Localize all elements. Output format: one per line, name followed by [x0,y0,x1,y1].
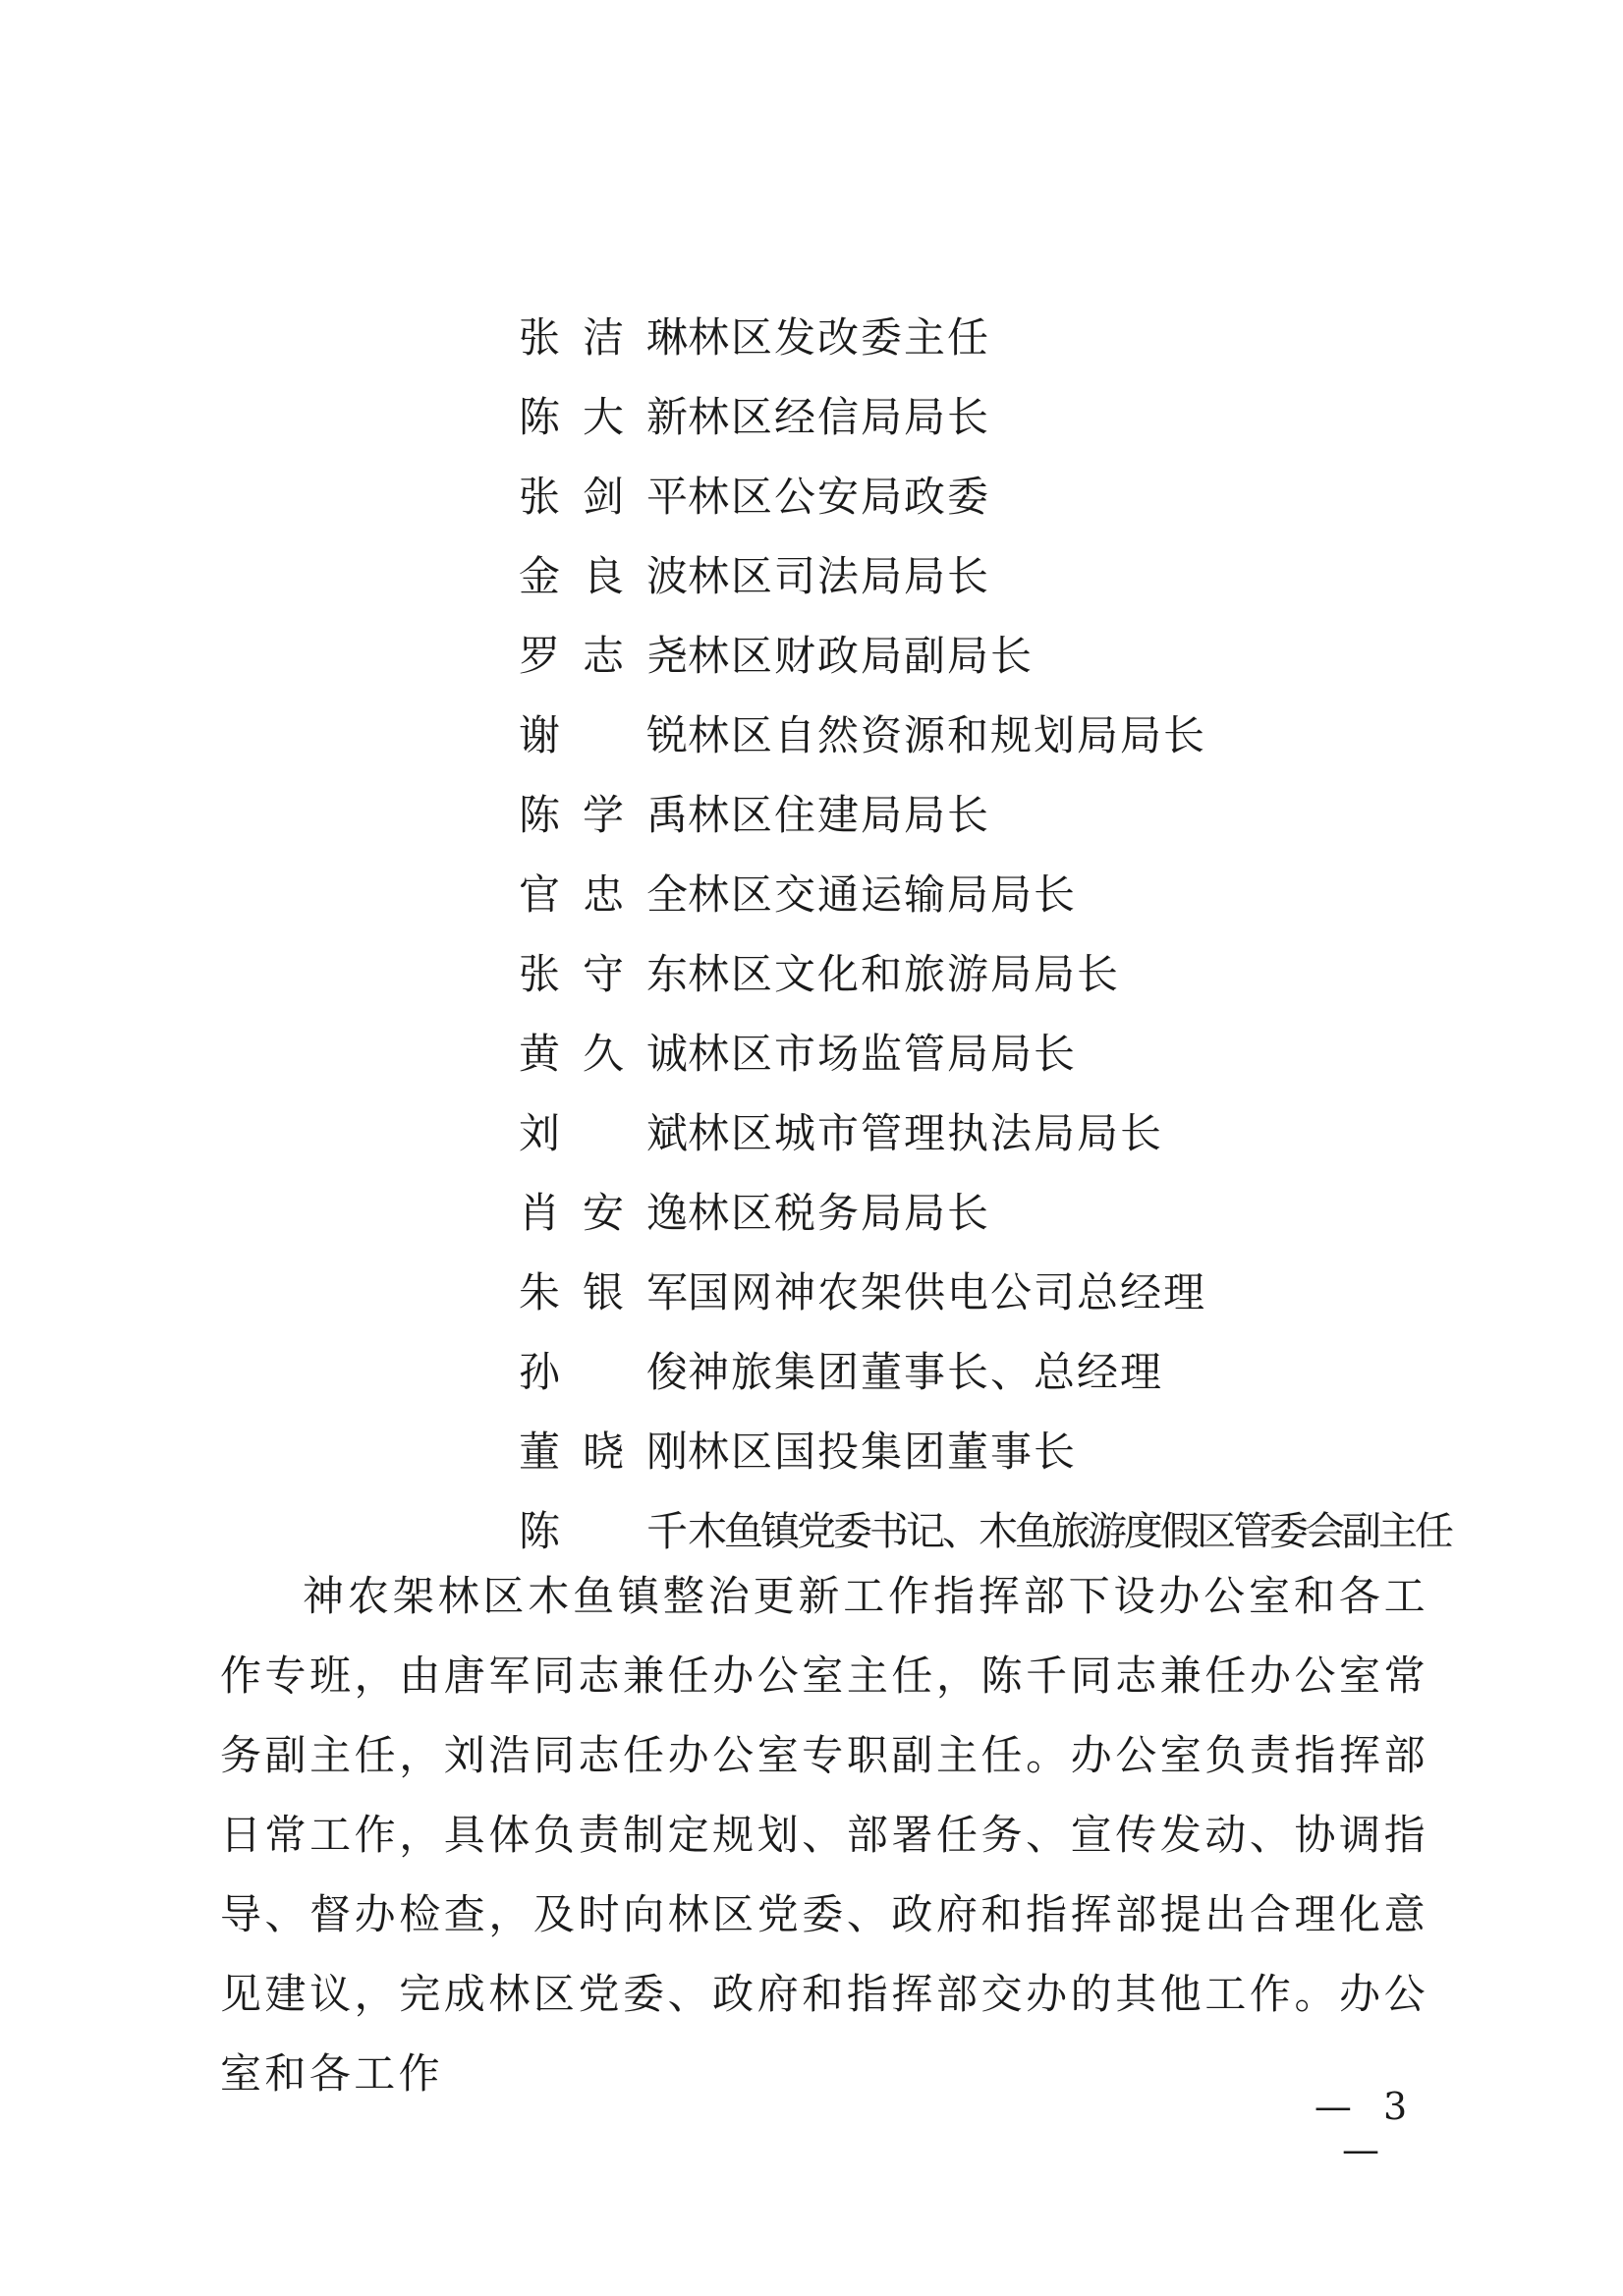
member-name: 刘 斌 [519,1108,688,1157]
member-name: 黄久诚 [519,1029,688,1078]
member-name: 孙 俊 [519,1347,688,1396]
member-row [519,454,1451,533]
member-row [519,1170,1451,1250]
member-row [519,1329,1451,1409]
member-name: 金良波 [519,551,688,600]
member-title: 林区发改委主任 [688,312,991,362]
page-number: — 3 — [1314,2085,1418,2171]
member-name: 陈学禹 [519,790,688,839]
member-title: 林区财政局副局长 [688,631,1035,680]
member-title: 林区税务局局长 [688,1188,991,1237]
member-name: 陈大新 [519,392,688,441]
member-title: 林区自然资源和规划局局长 [688,710,1207,759]
member-row [519,772,1451,852]
member-row [519,1091,1451,1170]
member-title: 林区交通运输局局长 [688,869,1078,919]
member-row [519,931,1451,1011]
member-title: 国网神农架供电公司总经理 [688,1267,1207,1316]
member-row [519,1250,1451,1329]
member-row [519,374,1451,454]
member-row [519,533,1451,613]
member-row [519,295,1451,374]
member-name: 张洁琳 [519,312,688,362]
member-row [519,693,1451,772]
member-title: 林区公安局政委 [688,472,991,521]
member-title: 林区司法局局长 [688,551,991,600]
member-title: 木鱼镇党委书记、木鱼旅游度假区管委会副主任 [688,1509,1451,1554]
member-row [519,1409,1451,1488]
member-name: 张剑平 [519,472,688,521]
member-title: 林区住建局局长 [688,790,991,839]
member-title: 神旅集团董事长、总经理 [688,1347,1164,1396]
member-title: 林区国投集团董事长 [688,1427,1078,1476]
member-title: 林区经信局局长 [688,392,991,441]
member-title: 林区城市管理执法局局长 [688,1108,1164,1157]
member-name: 官忠全 [519,869,688,919]
member-row [519,1011,1451,1091]
member-row [519,613,1451,693]
member-title: 林区文化和旅游局局长 [688,949,1121,998]
member-name: 肖安逸 [519,1188,688,1237]
member-row [519,852,1451,931]
member-list [519,295,1451,1568]
member-name: 罗志尧 [519,631,688,680]
member-name: 董晓刚 [519,1427,688,1476]
member-title: 林区市场监管局局长 [688,1029,1078,1078]
member-name: 张守东 [519,949,688,998]
member-name: 朱银军 [519,1267,688,1316]
member-name: 谢 锐 [519,710,688,759]
body-paragraph: 神农架林区木鱼镇整治更新工作指挥部下设办公室和各工作专班，由唐军同志兼任办公室主任，陈千同志兼任办公室常务副主任，刘浩同志任办公室专职副主任。办公室负责指挥部日常工作，具体负责制定规划、部署任务、宣传发动、协调指导、督办检查，及时向林区党委、政府和指挥部提出合理化意见建议，完成林区党委、政府和指挥部交办的其他工作。办公室和各工作 [220,1572,1428,2098]
member-name: 陈 千 [519,1506,688,1555]
